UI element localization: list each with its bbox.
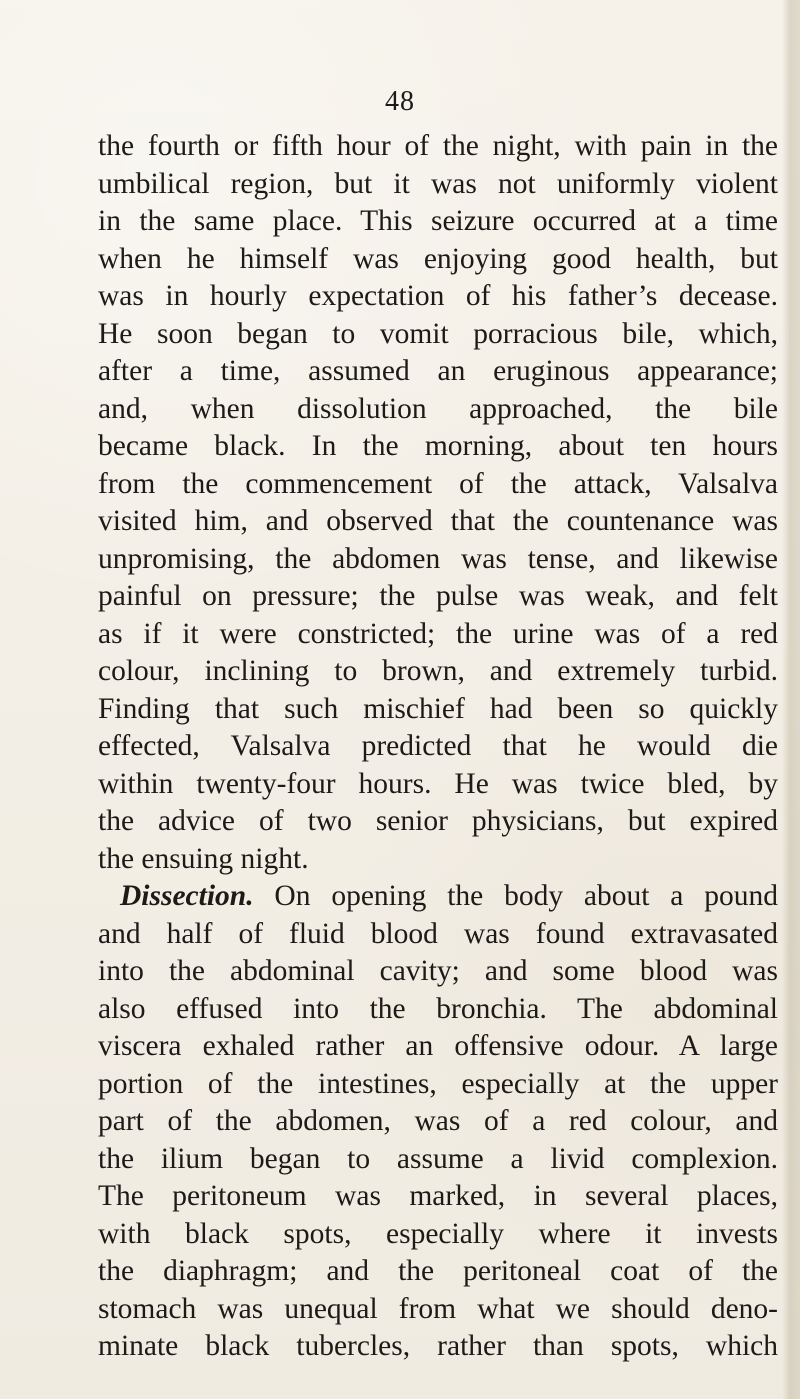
- text-line: into the abdominal cavity; and some blood was: [98, 955, 778, 987]
- text-line: minate black tubercles, rather than spots, which: [98, 1330, 778, 1362]
- text-line: painful on pressure; the pulse was weak, and felt: [98, 580, 778, 612]
- dissection-heading: Dissection.: [120, 880, 254, 912]
- text-line: visited him, and observed that the countenance was: [98, 505, 778, 537]
- text-line: the fourth or fifth hour of the night, with pain in the: [98, 130, 778, 162]
- text-line: and half of fluid blood was found extravasated: [98, 917, 778, 950]
- text-line: became black. In the morning, about ten hours: [98, 430, 778, 462]
- page-edge-shadow: [782, 0, 800, 1399]
- text-line: Finding that such mischief had been so quickly: [98, 692, 778, 725]
- text-line: stomach was unequal from what we should deno-: [98, 1292, 778, 1325]
- text-line: the ensuing night.: [98, 842, 309, 875]
- text-line: portion of the intestines, especially at the upper: [98, 1067, 778, 1100]
- page-number: 48: [385, 86, 415, 117]
- text-line: also effused into the bronchia. The abdominal: [98, 992, 778, 1025]
- text-line: after a time, assumed an eruginous appearance;: [98, 355, 778, 387]
- text-line: as if it were constricted; the urine was of a red: [98, 617, 778, 650]
- text-line: when he himself was enjoying good health, but: [98, 242, 778, 275]
- text-line: with black spots, especially where it invests: [98, 1217, 778, 1250]
- text-line: within twenty-four hours. He was twice bled, by: [98, 767, 778, 800]
- text-line: part of the abdomen, was of a red colour, and: [98, 1105, 778, 1137]
- text-line: from the commencement of the attack, Valsalva: [98, 467, 778, 500]
- text-line: umbilical region, but it was not uniformly violent: [98, 167, 778, 200]
- text-line: in the same place. This seizure occurred at a time: [98, 205, 778, 237]
- text-line: viscera exhaled rather an offensive odour. A large: [98, 1030, 778, 1062]
- text-line: colour, inclining to brown, and extremely turbid.: [98, 655, 778, 687]
- text-line: effected, Valsalva predicted that he would die: [98, 730, 778, 762]
- text-line: He soon began to vomit porracious bile, which,: [98, 317, 778, 350]
- text-line: the ilium began to assume a livid complexion.: [98, 1142, 778, 1175]
- text-line: the advice of two senior physicians, but expired: [98, 805, 778, 837]
- text-line: and, when dissolution approached, the bile: [98, 392, 778, 425]
- text-line: the diaphragm; and the peritoneal coat of the: [98, 1255, 778, 1287]
- text-line: The peritoneum was marked, in several places,: [98, 1180, 778, 1212]
- text-line: was in hourly expectation of his father’s decease.: [98, 280, 778, 312]
- body-text: [98, 128, 778, 1366]
- text-line: unpromising, the abdomen was tense, and likewise: [98, 542, 778, 575]
- dissection-paragraph-line: [98, 878, 778, 916]
- dissection-text: On opening the body about a pound: [253, 880, 778, 912]
